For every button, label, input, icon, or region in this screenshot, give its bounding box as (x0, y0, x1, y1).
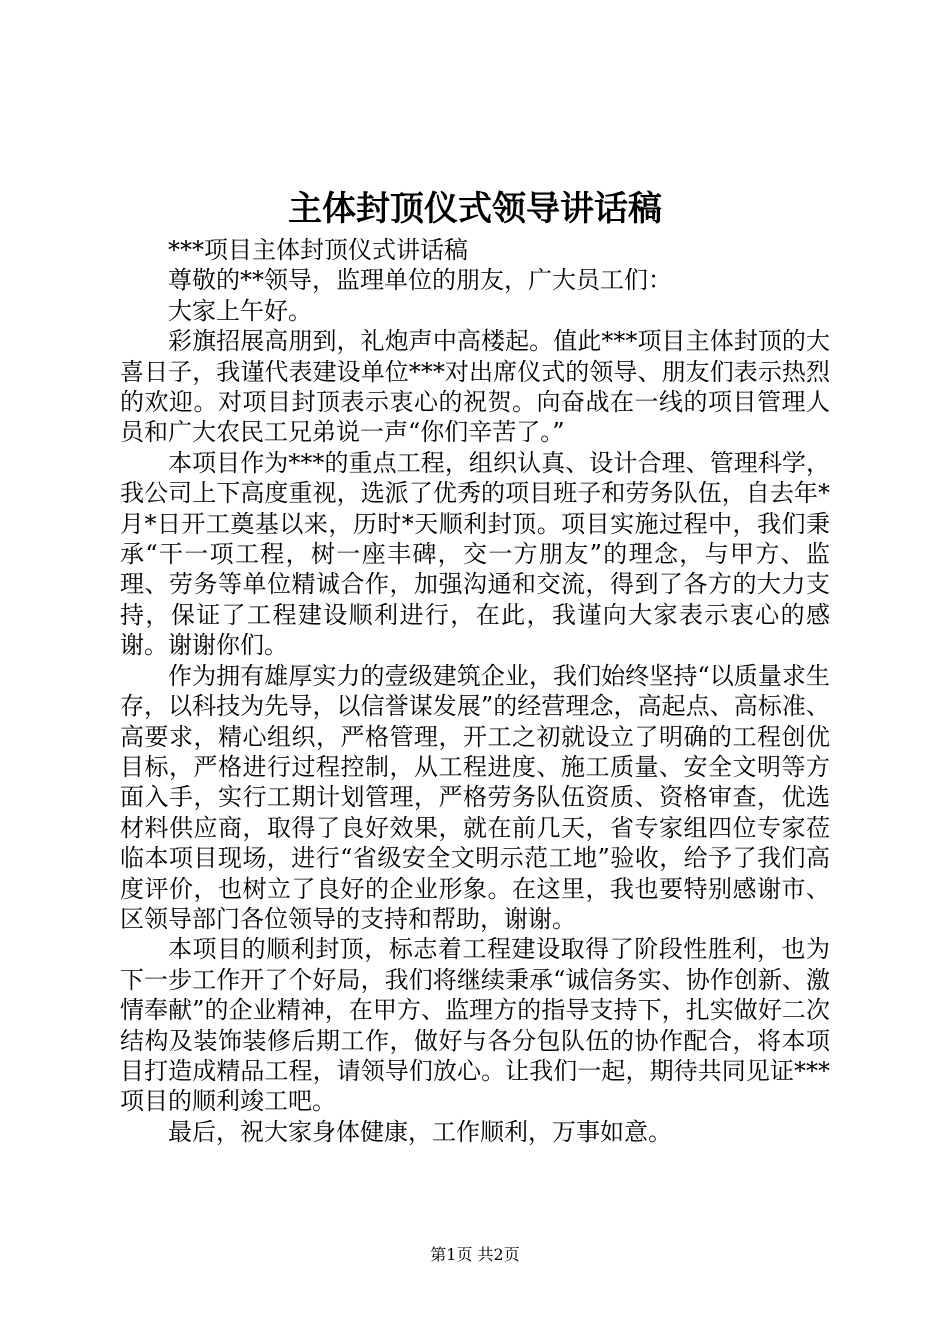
body-paragraph: 本项目的顺利封顶，标志着工程建设取得了阶段性胜利，也为下一步工作开了个好局，我们将继续秉承“诚信务实、协作创新、激情奉献”的企业精神，在甲方、监理方的指导支持下，扎实做好二次结构及装饰装修后期工作，做好与各分包队伍的协作配合，将本项目打造成精品工程，请领导们放心。让我们一起，期待共同见证***项目的顺利竣工吧。 (120, 935, 830, 1116)
body-paragraph: 作为拥有雄厚实力的壹级建筑企业，我们始终坚持“以质量求生存，以科技为先导，以信誉谋发展”的经营理念，高起点、高标准、高要求，精心组织，严格管理，开工之初就设立了明确的工程创优目标，严格进行过程控制，从工程进度、施工质量、安全文明等方面入手，实行工期计划管理，严格劳务队伍资质、资格审查，优选材料供应商，取得了良好效果，就在前几天，省专家组四位专家莅临本项目现场，进行“省级安全文明示范工地”验收，给予了我们高度评价，也树立了良好的企业形象。在这里，我也要特别感谢市、区领导部门各位领导的支持和帮助，谢谢。 (120, 661, 830, 933)
salutation-paragraph: 尊敬的**领导，监理单位的朋友，广大员工们： (168, 266, 672, 295)
greeting-paragraph: 大家上午好。 (168, 296, 312, 325)
document-title: 主体封顶仪式领导讲话稿 (288, 189, 662, 229)
document-body (120, 235, 830, 1147)
page-number-footer: 第1页 共2页 (430, 1245, 520, 1264)
closing-paragraph: 最后，祝大家身体健康，工作顺利，万事如意。 (168, 1117, 672, 1146)
body-paragraph: 本项目作为***的重点工程，组织认真、设计合理、管理科学，我公司上下高度重视，选派了优秀的项目班子和劳务队伍，自去年*月*日开工奠基以来，历时*天顺利封顶。项目实施过程中，我们秉承“干一项工程，树一座丰碑，交一方朋友”的理念，与甲方、监理、劳务等单位精诚合作，加强沟通和交流，得到了各方的大力支持，保证了工程建设顺利进行，在此，我谨向大家表示衷心的感谢。谢谢你们。 (120, 448, 830, 660)
subtitle-paragraph: ***项目主体封顶仪式讲话稿 (168, 236, 468, 264)
body-paragraph: 彩旗招展高朋到，礼炮声中高楼起。值此***项目主体封顶的大喜日子，我谨代表建设单位***对出席仪式的领导、朋友们表示热烈的欢迎。对项目封顶表示衷心的祝贺。向奋战在一线的项目管理人员和广大农民工兄弟说一声“你们辛苦了。” (120, 327, 830, 447)
